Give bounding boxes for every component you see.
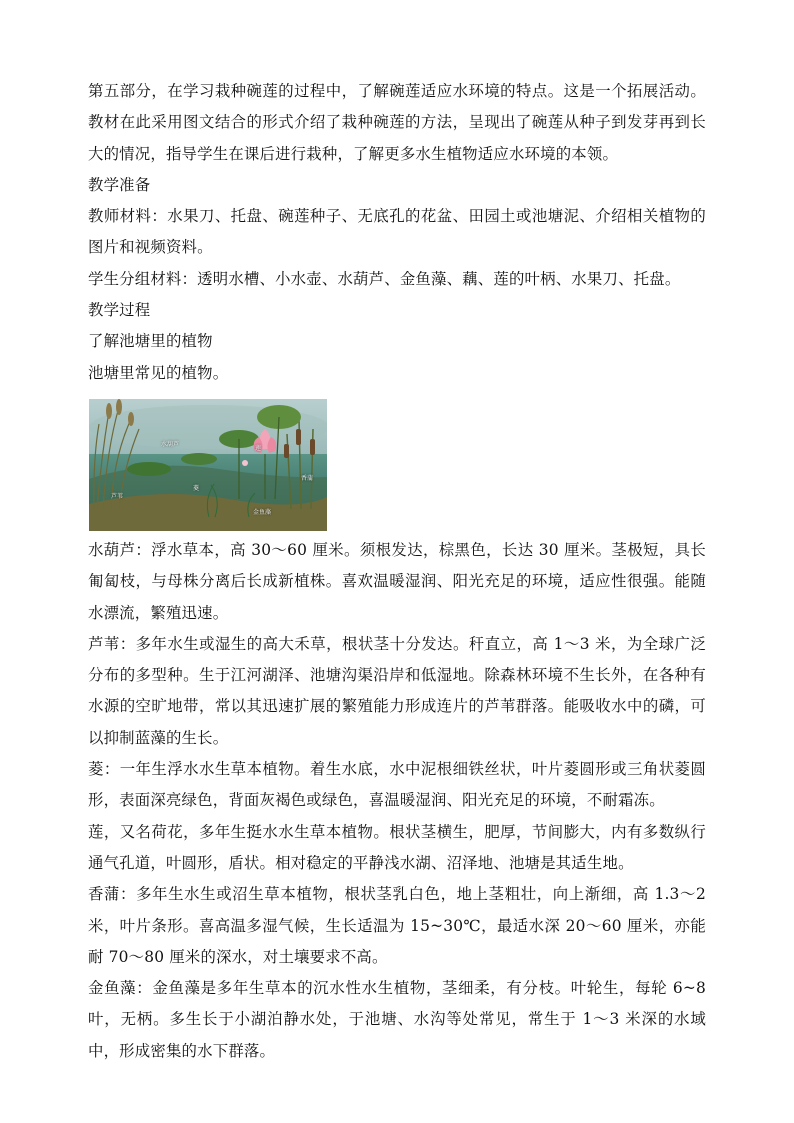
label-reed: 芦苇	[111, 492, 124, 500]
document-body	[88, 76, 706, 1067]
paragraph-pond-common-plants: 池塘里常见的植物。	[88, 363, 229, 382]
paragraph-teacher-materials: 教师材料：水果刀、托盘、碗莲种子、无底孔的花盆、田园土或池塘泥、介绍相关植物的图片和视频资料。	[88, 207, 706, 257]
subheading-pond-plants: 了解池塘里的植物	[88, 332, 213, 351]
paragraph-hornwort: 金鱼藻：金鱼藻是多年生草本的沉水性水生植物，茎细柔，有分枝。叶轮生，每轮 6~8 叶，无柄。多生长于小湖泊静水处，于池塘、水沟等处常见，常生于 1～3 米深的水域中，形成密集的水下群落。	[88, 979, 706, 1060]
paragraph-lotus: 莲，又名荷花，多年生挺水水生草本植物。根状茎横生，肥厚，节间膨大，内有多数纵行通气孔道，叶圆形，盾状。相对稳定的平静浅水湖、沼泽地、池塘是其适生地。	[88, 822, 706, 872]
paragraph-part-five: 第五部分，在学习栽种碗莲的过程中，了解碗莲适应水环境的特点。这是一个拓展活动。教材在此采用图文结合的形式介绍了栽种碗莲的方法，呈现出了碗莲从种子到发芽再到长大的情况，指导学生在课后进行栽种，了解更多水生植物适应水环境的本领。	[88, 82, 706, 163]
pond-scene-image	[89, 399, 327, 531]
label-cattail: 香蒲	[301, 474, 314, 482]
paragraph-reed: 芦苇：多年水生或湿生的高大禾草，根状茎十分发达。秆直立，高 1～3 米，为全球广泛分布的多型种。生于江河湖泽、池塘沟渠沿岸和低湿地。除森林环境不生长外，在各种有水源的空旷地带，常以其迅速扩展的繁殖能力形成连片的芦苇群落。能吸收水中的磷，可以抑制蓝藻的生长。	[88, 634, 706, 747]
heading-teaching-prep: 教学准备	[88, 175, 151, 194]
paragraph-water-hyacinth: 水葫芦：浮水草本，高 30～60 厘米。须根发达，棕黑色，长达 30 厘米。茎极短，具长匍匐枝，与母株分离后长成新植株。喜欢温暖湿润、阳光充足的环境，适应性很强。能随水漂流，繁殖迅速。	[88, 540, 706, 622]
paragraph-cattail: 香蒲：多年生水生或沼生草本植物，根状茎乳白色，地上茎粗壮，向上渐细，高 1.3～2 米，叶片条形。喜高温多湿气候，生长适温为 15~30℃，最适水深 20～60 厘米，亦能耐 70～80 厘米的深水，对土壤要求不高。	[88, 885, 706, 966]
pond-plants-illustration	[89, 399, 327, 531]
heading-teaching-process: 教学过程	[88, 301, 151, 320]
label-water-hyacinth: 水葫芦	[161, 440, 180, 448]
label-lotus: 莲	[255, 444, 262, 452]
label-hornwort: 金鱼藻	[253, 508, 272, 516]
label-water-caltrop: 菱	[193, 484, 200, 492]
paragraph-water-caltrop: 菱：一年生浮水水生草本植物。着生水底，水中泥根细铁丝状，叶片菱圆形或三角状菱圆形，表面深亮绿色，背面灰褐色或绿色，喜温暖湿润、阳光充足的环境，不耐霜冻。	[88, 760, 706, 810]
paragraph-student-materials: 学生分组材料：透明水槽、小水壶、水葫芦、金鱼藻、藕、莲的叶柄、水果刀、托盘。	[88, 269, 681, 288]
